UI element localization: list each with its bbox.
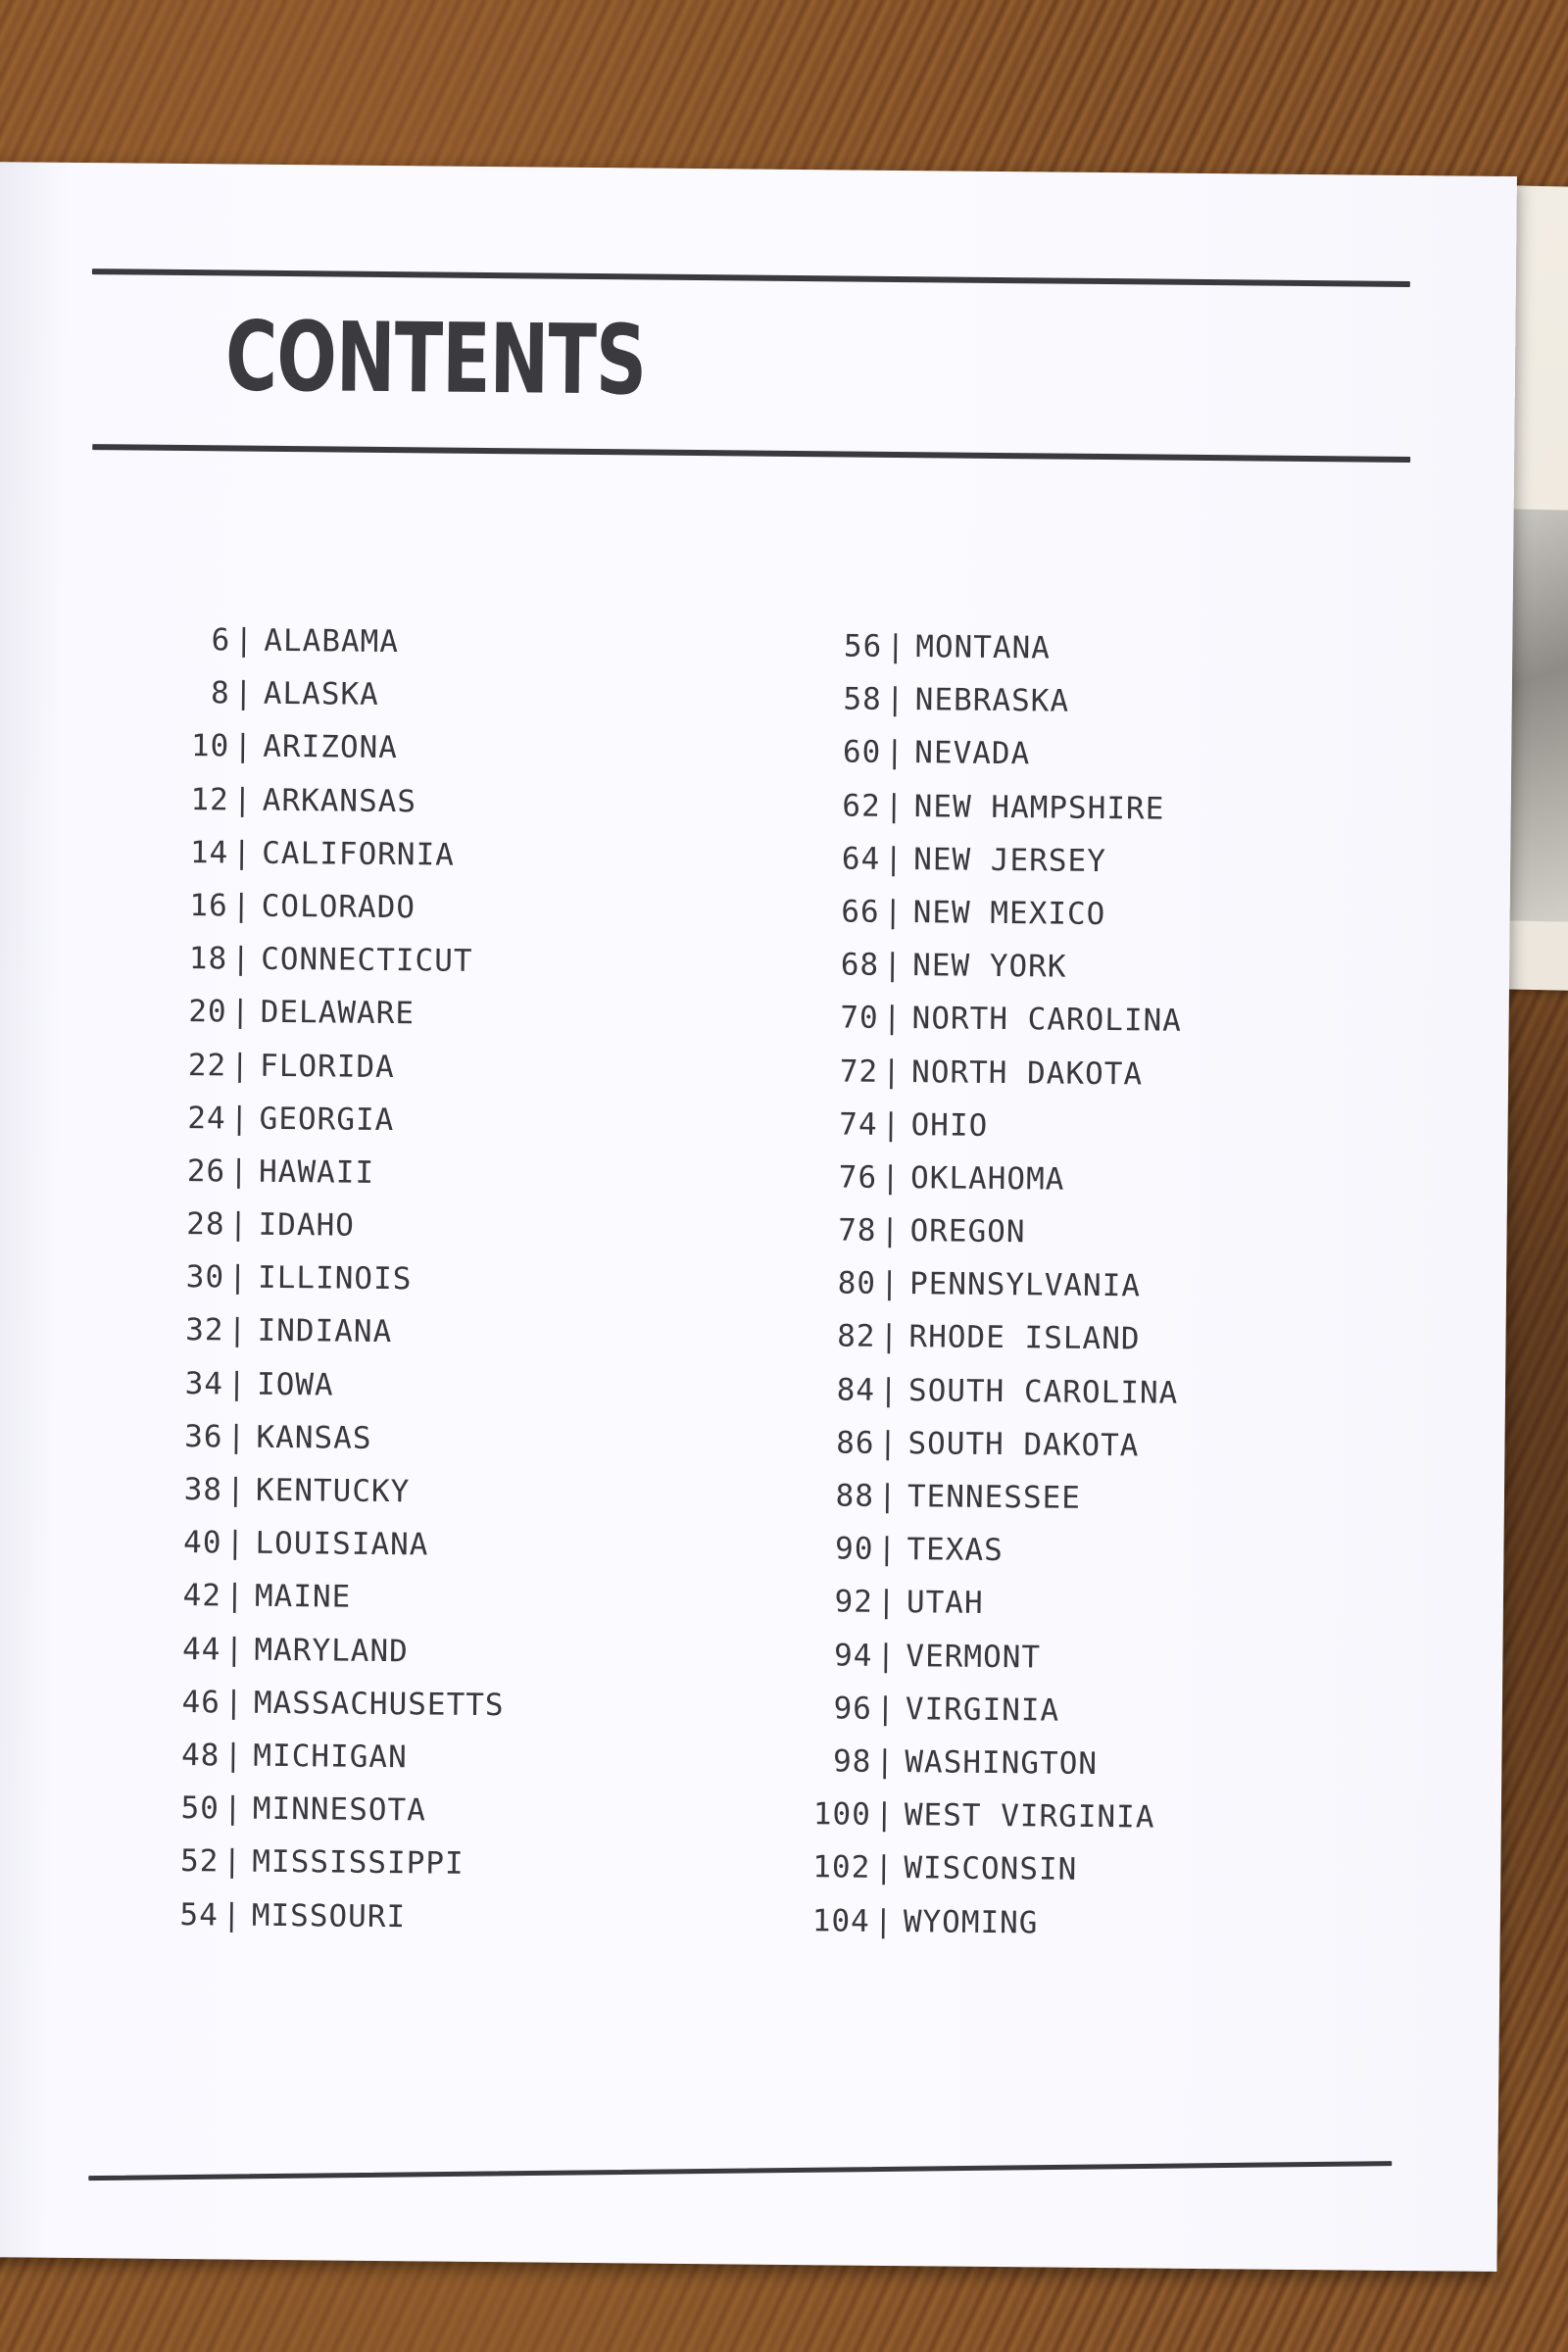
separator-bar: | xyxy=(876,1638,897,1674)
state-name: MINNESOTA xyxy=(252,1790,427,1829)
state-name: WASHINGTON xyxy=(905,1744,1099,1782)
top-rule xyxy=(92,269,1410,287)
contents-entry xyxy=(808,1265,1180,1322)
state-name: SOUTH DAKOTA xyxy=(907,1425,1140,1464)
page-number: 42 xyxy=(182,1578,222,1614)
contents-entry xyxy=(161,728,514,785)
page-number: 66 xyxy=(841,894,880,930)
contents-entry xyxy=(803,1796,1175,1853)
page-number: 16 xyxy=(189,888,228,924)
separator-bar: | xyxy=(234,622,255,659)
separator-bar: | xyxy=(883,894,904,931)
separator-bar: | xyxy=(874,1796,895,1834)
contents-entry xyxy=(152,1685,505,1741)
state-name: OKLAHOMA xyxy=(909,1160,1065,1198)
page-number: 58 xyxy=(843,681,882,718)
contents-entry xyxy=(808,1159,1181,1216)
separator-bar: | xyxy=(228,1259,249,1296)
page-number: 6 xyxy=(211,622,231,659)
separator-bar: | xyxy=(885,682,906,718)
separator-bar: | xyxy=(882,1001,903,1037)
page-number: 12 xyxy=(190,781,229,818)
separator-bar: | xyxy=(873,1903,894,1939)
state-name: NEW MEXICO xyxy=(912,895,1106,932)
separator-bar: | xyxy=(223,1685,244,1721)
state-name: NEVADA xyxy=(914,735,1031,772)
separator-bar: | xyxy=(233,728,254,765)
contents-entry xyxy=(808,1106,1181,1163)
state-name: ARIZONA xyxy=(263,729,399,766)
contents-entry xyxy=(802,1849,1174,1906)
contents-entry xyxy=(156,1206,509,1263)
separator-bar: | xyxy=(884,841,905,877)
page-number: 40 xyxy=(182,1525,222,1561)
contents-entry xyxy=(811,841,1184,898)
contents-column-right xyxy=(801,628,1185,1959)
page-number: 100 xyxy=(812,1796,872,1833)
state-name: INDIANA xyxy=(257,1313,393,1350)
contents-entry xyxy=(803,1743,1175,1800)
page-number: 22 xyxy=(187,1047,227,1083)
contents-entry xyxy=(810,947,1183,1004)
state-name: CONNECTICUT xyxy=(261,941,473,979)
separator-bar: | xyxy=(228,1206,249,1243)
separator-bar: | xyxy=(874,1850,895,1886)
page-number: 70 xyxy=(840,1000,879,1037)
page-number: 24 xyxy=(187,1100,226,1137)
contents-entry xyxy=(156,1259,509,1316)
state-name: FLORIDA xyxy=(259,1048,395,1085)
separator-bar: | xyxy=(227,1312,248,1349)
contents-entry xyxy=(159,941,512,998)
page-number: 56 xyxy=(843,628,883,664)
state-name: ALASKA xyxy=(263,675,379,713)
contents-entry xyxy=(806,1425,1178,1482)
state-name: NEW HAMPSHIRE xyxy=(913,788,1165,827)
state-name: WEST VIRGINIA xyxy=(904,1797,1155,1836)
contents-entry xyxy=(801,1903,1173,1960)
separator-bar: | xyxy=(222,1843,243,1880)
page-number: 20 xyxy=(188,994,227,1030)
separator-bar: | xyxy=(229,1101,250,1137)
page-number: 96 xyxy=(833,1690,873,1727)
page-number: 76 xyxy=(838,1159,878,1196)
state-name: MASSACHUSETTS xyxy=(253,1685,505,1723)
separator-bar: | xyxy=(877,1532,898,1568)
state-name: WYOMING xyxy=(903,1903,1039,1940)
separator-bar: | xyxy=(876,1585,897,1621)
state-name: KANSAS xyxy=(256,1419,372,1456)
separator-bar: | xyxy=(229,1153,250,1190)
contents-entry xyxy=(149,1896,502,1953)
state-name: OHIO xyxy=(910,1106,989,1144)
state-name: KENTUCKY xyxy=(255,1472,411,1510)
page-number: 54 xyxy=(179,1896,220,1933)
page-number: 48 xyxy=(180,1737,220,1774)
contents-entry xyxy=(158,994,511,1051)
separator-bar: | xyxy=(230,1047,251,1084)
state-name: TENNESSEE xyxy=(906,1479,1082,1516)
separator-bar: | xyxy=(226,1419,247,1455)
page-number: 78 xyxy=(838,1212,877,1249)
state-name: SOUTH CAROLINA xyxy=(907,1372,1179,1411)
page-number: 102 xyxy=(812,1849,871,1886)
page-number: 88 xyxy=(835,1478,875,1514)
contents-entry xyxy=(807,1319,1179,1376)
contents-entry xyxy=(804,1638,1176,1694)
page-number: 84 xyxy=(836,1372,876,1408)
state-name: ARKANSAS xyxy=(262,782,417,819)
separator-bar: | xyxy=(233,675,254,711)
separator-bar: | xyxy=(232,835,253,871)
contents-entry xyxy=(151,1790,504,1847)
page-number: 90 xyxy=(834,1531,874,1568)
contents-entry xyxy=(807,1372,1179,1429)
state-name: ALABAMA xyxy=(264,622,400,661)
contents-entry xyxy=(155,1312,508,1369)
contents-entry xyxy=(812,735,1185,792)
page-number: 38 xyxy=(183,1472,223,1508)
separator-bar: | xyxy=(224,1578,245,1615)
separator-bar: | xyxy=(877,1478,898,1515)
contents-entry xyxy=(809,1054,1182,1110)
state-name: MISSISSIPPI xyxy=(252,1844,465,1883)
state-name: NEBRASKA xyxy=(914,682,1070,719)
state-name: MISSOURI xyxy=(251,1897,407,1935)
contents-entry xyxy=(812,681,1185,738)
page-number: 30 xyxy=(185,1259,225,1296)
page-number: 10 xyxy=(190,728,230,764)
separator-bar: | xyxy=(225,1472,247,1508)
contents-entry xyxy=(155,1365,508,1422)
separator-bar: | xyxy=(232,782,253,818)
contents-entry xyxy=(160,781,513,838)
separator-bar: | xyxy=(222,1790,243,1827)
separator-bar: | xyxy=(884,788,905,824)
separator-bar: | xyxy=(878,1372,900,1408)
state-name: NORTH CAROLINA xyxy=(911,1001,1183,1040)
state-name: NEW JERSEY xyxy=(913,841,1107,879)
contents-entry xyxy=(150,1843,503,1900)
state-name: PENNSYLVANIA xyxy=(908,1266,1142,1304)
state-name: OREGON xyxy=(909,1213,1026,1250)
page-number: 32 xyxy=(185,1312,224,1348)
state-name: VIRGINIA xyxy=(905,1690,1060,1729)
separator-bar: | xyxy=(230,994,251,1030)
contents-column-left xyxy=(149,622,514,1953)
book-page xyxy=(0,162,1517,2272)
state-name: IOWA xyxy=(256,1366,334,1403)
page-number: 14 xyxy=(189,834,229,871)
page-number: 26 xyxy=(186,1152,226,1190)
separator-bar: | xyxy=(885,735,906,771)
state-name: DELAWARE xyxy=(260,995,416,1032)
page-number: 72 xyxy=(839,1053,879,1090)
contents-entry xyxy=(805,1531,1177,1588)
contents-entry xyxy=(162,622,514,679)
page-number: 28 xyxy=(186,1206,225,1243)
contents-entry xyxy=(152,1631,505,1688)
title-rule xyxy=(92,444,1410,463)
contents-entry xyxy=(805,1585,1177,1642)
contents-entry xyxy=(813,628,1186,685)
state-name: IDAHO xyxy=(258,1206,356,1244)
separator-bar: | xyxy=(231,888,252,924)
bottom-rule xyxy=(88,2161,1392,2180)
state-name: MAINE xyxy=(254,1579,352,1616)
contents-entry xyxy=(159,888,512,945)
state-name: GEORGIA xyxy=(259,1101,395,1138)
separator-bar: | xyxy=(224,1632,245,1668)
contents-entry xyxy=(806,1478,1178,1535)
page-number: 46 xyxy=(181,1684,221,1721)
contents-entry xyxy=(810,894,1183,951)
contents-entry xyxy=(154,1419,507,1476)
page-number: 18 xyxy=(188,941,228,977)
contents-entry xyxy=(158,1047,511,1103)
state-name: UTAH xyxy=(906,1585,984,1622)
separator-bar: | xyxy=(223,1738,244,1774)
page-number: 82 xyxy=(837,1318,876,1355)
state-name: NEW YORK xyxy=(911,948,1067,985)
state-name: CALIFORNIA xyxy=(262,835,456,873)
contents-entry xyxy=(157,1100,510,1156)
contents-entry xyxy=(157,1153,510,1210)
separator-bar: | xyxy=(225,1525,246,1561)
separator-bar: | xyxy=(231,941,252,977)
contents-entry xyxy=(151,1738,504,1794)
state-name: MONTANA xyxy=(915,629,1052,666)
page-number: 98 xyxy=(832,1743,872,1780)
page-title: CONTENTS xyxy=(224,301,647,417)
page-number: 52 xyxy=(179,1843,220,1880)
state-name: TEXAS xyxy=(906,1532,1004,1569)
page-number: 34 xyxy=(184,1365,224,1402)
state-name: RHODE ISLAND xyxy=(908,1319,1141,1357)
page-number: 62 xyxy=(842,788,881,824)
state-name: NORTH DAKOTA xyxy=(910,1054,1144,1092)
separator-bar: | xyxy=(880,1212,901,1250)
separator-bar: | xyxy=(883,948,904,984)
separator-bar: | xyxy=(886,628,906,665)
page-number: 36 xyxy=(184,1418,223,1455)
separator-bar: | xyxy=(875,1690,896,1727)
contents-entry xyxy=(153,1525,506,1582)
separator-bar: | xyxy=(882,1054,903,1090)
contents-entry xyxy=(809,1000,1182,1056)
contents-entry xyxy=(153,1578,506,1635)
state-name: ILLINOIS xyxy=(257,1260,413,1298)
page-number: 44 xyxy=(181,1631,221,1667)
state-name: COLORADO xyxy=(261,888,416,926)
contents-entry xyxy=(161,675,514,732)
separator-bar: | xyxy=(880,1266,901,1302)
state-name: LOUISIANA xyxy=(255,1525,429,1563)
separator-bar: | xyxy=(878,1425,899,1461)
state-name: VERMONT xyxy=(906,1638,1042,1676)
state-name: HAWAII xyxy=(258,1153,375,1191)
state-name: MICHIGAN xyxy=(253,1738,408,1776)
page-number: 50 xyxy=(180,1790,220,1827)
page-number: 68 xyxy=(840,947,880,983)
separator-bar: | xyxy=(227,1366,248,1402)
page-number: 80 xyxy=(837,1265,877,1302)
contents-entry xyxy=(160,835,513,892)
separator-bar: | xyxy=(221,1896,242,1934)
state-name: MARYLAND xyxy=(254,1632,409,1669)
separator-bar: | xyxy=(881,1159,902,1196)
contents-entry xyxy=(154,1472,507,1529)
contents-entry xyxy=(808,1212,1180,1269)
page-number: 86 xyxy=(835,1425,875,1461)
page-number: 64 xyxy=(841,841,881,877)
page-number: 60 xyxy=(842,734,882,771)
contents-entry xyxy=(811,788,1184,845)
page-number: 8 xyxy=(210,675,230,711)
page-number: 74 xyxy=(839,1106,878,1143)
state-name: WISCONSIN xyxy=(904,1850,1078,1888)
separator-bar: | xyxy=(879,1319,900,1355)
contents-entry xyxy=(804,1690,1176,1747)
separator-bar: | xyxy=(881,1106,902,1143)
page-number: 94 xyxy=(833,1637,873,1674)
separator-bar: | xyxy=(875,1743,896,1780)
page-number: 104 xyxy=(811,1902,870,1939)
page-number: 92 xyxy=(834,1584,874,1621)
